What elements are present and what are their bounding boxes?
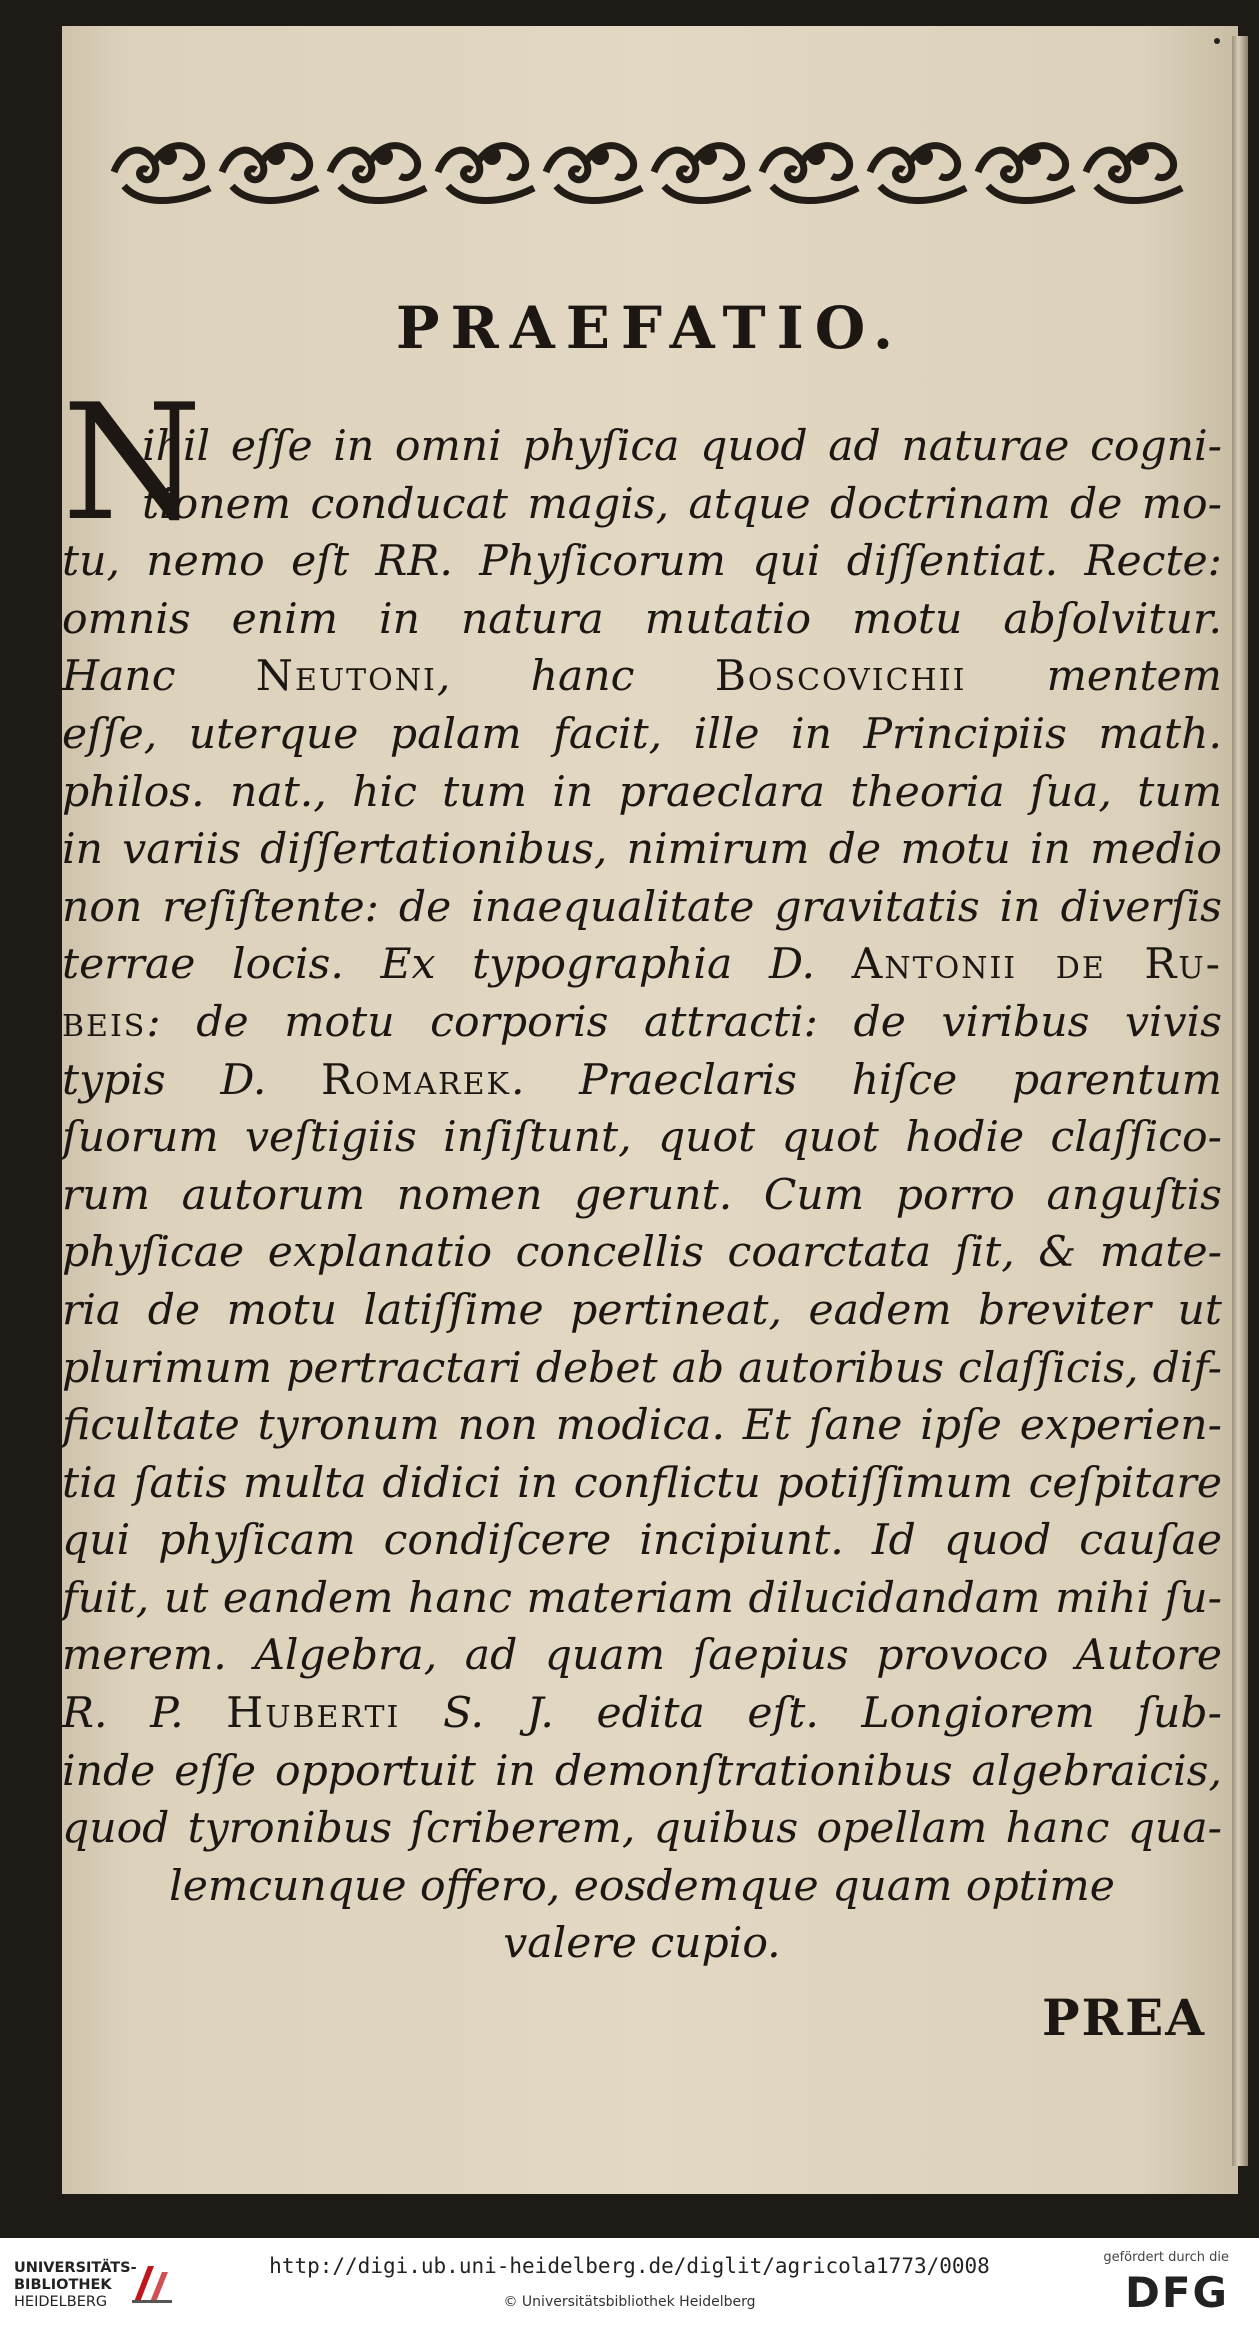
page-title: PRAEFATIO. bbox=[395, 294, 905, 362]
text-line: omnis enim in natura mutatio motu abſolvitur. bbox=[62, 594, 1222, 644]
text-line: ficultate tyronum non modica. Et ſane ipſe experien- bbox=[62, 1401, 1222, 1451]
text-line: tia ſatis multa didici in conflictu potiſſimum ceſpitare bbox=[62, 1458, 1222, 1508]
copyright-text: © Universitätsbibliothek Heidelberg bbox=[503, 2294, 756, 2310]
text-line: beis: de motu corporis attracti: de viribus vivis bbox=[62, 997, 1222, 1047]
footer-bar bbox=[0, 2238, 1259, 2327]
drop-capital: N bbox=[62, 369, 202, 556]
text-line: R. P. Huberti S. J. edita eſt. Longiorem ſub- bbox=[62, 1689, 1222, 1739]
funding-note: gefördert durch die bbox=[1103, 2250, 1229, 2265]
ink-speck bbox=[1214, 38, 1220, 44]
text-line: valere cupio. bbox=[503, 1919, 781, 1969]
text-line: tu, nemo eſt RR. Phyſicorum qui diſſentiat. Recte: bbox=[62, 537, 1222, 587]
text-line: lemcunque offero, eosdemque quam optime bbox=[169, 1861, 1115, 1911]
fleuron-bud bbox=[159, 147, 177, 165]
text-line: phyſicae explanatio concellis coarctata ſit, & mate- bbox=[62, 1228, 1222, 1278]
text-line: quod tyronibus ſcriberem, quibus opellam hanc qua- bbox=[62, 1804, 1222, 1854]
text-line: rum autorum nomen gerunt. Cum porro anguſtis bbox=[62, 1170, 1222, 1220]
fleuron-bud bbox=[267, 147, 285, 165]
fleuron-bud bbox=[483, 147, 501, 165]
text-line: fuit, ut eandem hanc materiam dilucidandam mihi ſu- bbox=[62, 1573, 1222, 1623]
book-page bbox=[62, 26, 1238, 2194]
fleuron-bud bbox=[807, 147, 825, 165]
text-line: philos. nat., hic tum in praeclara theoria ſua, tum bbox=[62, 767, 1222, 817]
text-line: eſſe, uterque palam facit, ille in Principiis math. bbox=[62, 709, 1222, 759]
logo-line-3: HEIDELBERG bbox=[14, 2294, 108, 2310]
fleuron-bud bbox=[1131, 147, 1149, 165]
permalink-url[interactable]: http://digi.ub.uni-heidelberg.de/diglit/agricola1773/0008 bbox=[269, 2254, 990, 2278]
text-line: ria de motu latiſſime pertineat, eadem breviter ut bbox=[62, 1285, 1222, 1335]
text-line: terrae locis. Ex typographia D. Antonii de Ru- bbox=[62, 940, 1222, 990]
text-line: Hanc Neutoni, hanc Boscovichii mentem bbox=[62, 652, 1222, 702]
logo-line-2: BIBLIOTHEK bbox=[14, 2277, 112, 2293]
text-line: qui phyſicam condiſcere incipiunt. Id quod cauſae bbox=[62, 1516, 1222, 1566]
text-line: merem. Algebra, ad quam ſaepius provoco Autore bbox=[62, 1631, 1222, 1681]
text-line: ſuorum veſtigiis inſiſtunt, quot quot hodie claſſico- bbox=[62, 1113, 1222, 1163]
fleuron-bud bbox=[591, 147, 609, 165]
ornament-band bbox=[94, 126, 1202, 218]
fleuron-bud bbox=[1023, 147, 1041, 165]
text-line: plurimum pertractari debet ab autoribus claſſicis, dif- bbox=[62, 1343, 1222, 1393]
text-line: ihil eſſe in omni phyſica quod ad naturae cogni- bbox=[142, 422, 1222, 471]
fleuron-bud bbox=[699, 147, 717, 165]
fleuron-bud bbox=[915, 147, 933, 165]
text-line: inde eſſe opportuit in demonſtrationibus algebraicis, bbox=[62, 1746, 1222, 1796]
text-line: tionem conducat magis, atque doctrinam de mo- bbox=[142, 479, 1222, 529]
fleuron-bud bbox=[375, 147, 393, 165]
body-text bbox=[62, 418, 1222, 1973]
text-line: in variis diſſertationibus, nimirum de motu in medio bbox=[62, 825, 1222, 875]
text-line: non reſiſtente: de inaequalitate gravitatis in diverſis bbox=[62, 882, 1222, 932]
text-line: typis D. Romarek. Praeclaris hiſce parentum bbox=[62, 1055, 1222, 1105]
logo-line-1: UNIVERSITÄTS- bbox=[14, 2260, 137, 2276]
catchword: PREA bbox=[1041, 1988, 1206, 2047]
dfg-logo[interactable]: DFG bbox=[1124, 2268, 1229, 2317]
page-edge bbox=[1232, 36, 1248, 2166]
